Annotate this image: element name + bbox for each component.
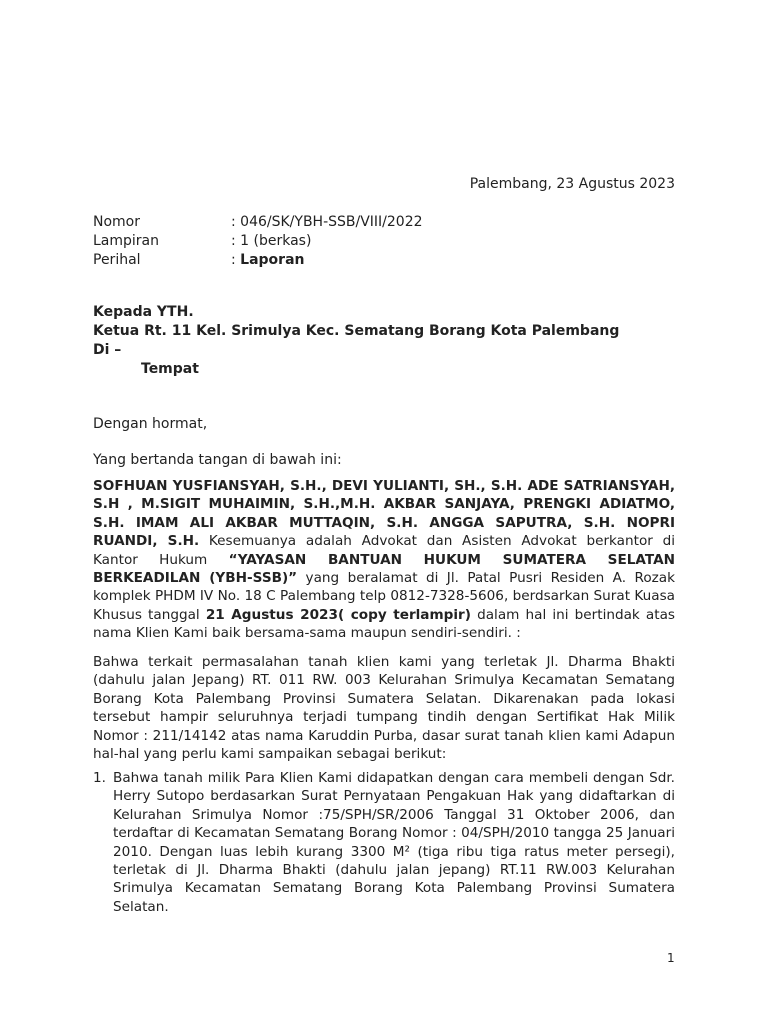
letter-date: Palembang, 23 Agustus 2023: [469, 176, 675, 192]
subject-value: Laporan: [240, 252, 305, 268]
list-number: 1.: [93, 770, 106, 786]
paragraph-text: dalam hal ini bertindak atas nama Klien Kami baik bersama-sama maupun sendiri-sendiri. :: [93, 606, 675, 642]
meta-row-perihal: [93, 251, 423, 270]
meta-row-nomor: [93, 213, 423, 232]
meta-key: Perihal: [93, 252, 141, 268]
paragraph-text: yang beralamat di Jl. Patal Pusri Residen A. Rozak komplek PHDM IV No. 18 C Palembang telp 0812-7328-5606, berdsarkan Surat Kuasa Khusus tanggal: [93, 570, 675, 623]
meta-row-lampiran: [93, 232, 423, 251]
paragraph-issue: Bahwa terkait permasalahan tanah klien kami yang terletak Jl. Dharma Bhakti (dahulu jalan Jepang) RT. 011 RW. 003 Kelurahan Srimulya Kecamatan Sematang Borang Kota Palembang Provinsi Sumatera Selatan. Dikarenakan pada lokasi tersebut hampir seluruhnya terjadi tumpang tindih dengan Sertifikat Hak Milik Nomor : 211/14142 atas nama Karuddin Purba, dasar surat tanah klien kami Adapun hal-hal yang perlu kami sampaikan sebagai berikut:: [93, 654, 675, 763]
recipient-block: [93, 303, 619, 379]
recipient-line: Tempat: [141, 361, 199, 377]
paragraph-parties: [93, 477, 675, 643]
meta-separator: :: [231, 252, 241, 268]
advocate-names: SOFHUAN YUSFIANSYAH, S.H., DEVI YULIANTI, SH., S.H. ADE SATRIANSYAH, S.H , M.SIGIT MUHAIMIN, S.H.,M.H. AKBAR SANJAYA, PRENGKI ADIATMO, S.H. IMAM ALI AKBAR MUTTAQIN, S.H. ANGGA SAPUTRA, S.H. NOPRI RUANDI, S.H.: [93, 478, 675, 550]
meta-key: Lampiran: [93, 233, 160, 249]
meta-value: : 1 (berkas): [231, 233, 312, 249]
recipient-line: Ketua Rt. 11 Kel. Srimulya Kec. Sematang Borang Kota Palembang: [93, 323, 620, 339]
power-of-attorney-date: 21 Agustus 2023( copy terlampir): [205, 606, 471, 623]
page-number: 1: [667, 951, 675, 965]
meta-value: [231, 251, 305, 270]
letter-meta: [93, 213, 423, 270]
numbered-list: [93, 769, 675, 916]
greeting: Dengan hormat,: [93, 416, 208, 432]
list-item: [93, 769, 675, 916]
meta-value: : 046/SK/YBH-SSB/VIII/2022: [231, 214, 423, 230]
recipient-line: Di –: [93, 342, 122, 358]
recipient-line: Kepada YTH.: [93, 304, 194, 320]
list-text: Bahwa tanah milik Para Klien Kami didapatkan dengan cara membeli dengan Sdr. Herry Sutopo berdasarkan Surat Pernyataan Pengakuan Hak yang didaftarkan di Kelurahan Srimulya Nomor :75/SPH/SR/2006 Tanggal 31 Oktober 2006, dan terdaftar di Kecamatan Sematang Borang Nomor : 04/SPH/2010 tangga 25 Januari 2010. Dengan luas lebih kurang 3300 M² (tiga ribu tiga ratus meter persegi), terletak di Jl. Dharma Bhakti (dahulu jalan jepang) RT.11 RW.003 Kelurahan Srimulya Kecamatan Sematang Borang Kota Palembang Provinsi Sumatera Selatan.: [113, 770, 675, 915]
paragraph-text: Kesemuanya adalah Advokat dan Asisten Advokat berkantor di Kantor Hukum: [93, 533, 676, 568]
meta-key: Nomor: [93, 214, 140, 230]
organization-name: “YAYASAN BANTUAN HUKUM SUMATERA SELATAN BERKEADILAN (YBH-SSB)”: [93, 551, 676, 587]
intro-line: Yang bertanda tangan di bawah ini:: [93, 452, 342, 468]
